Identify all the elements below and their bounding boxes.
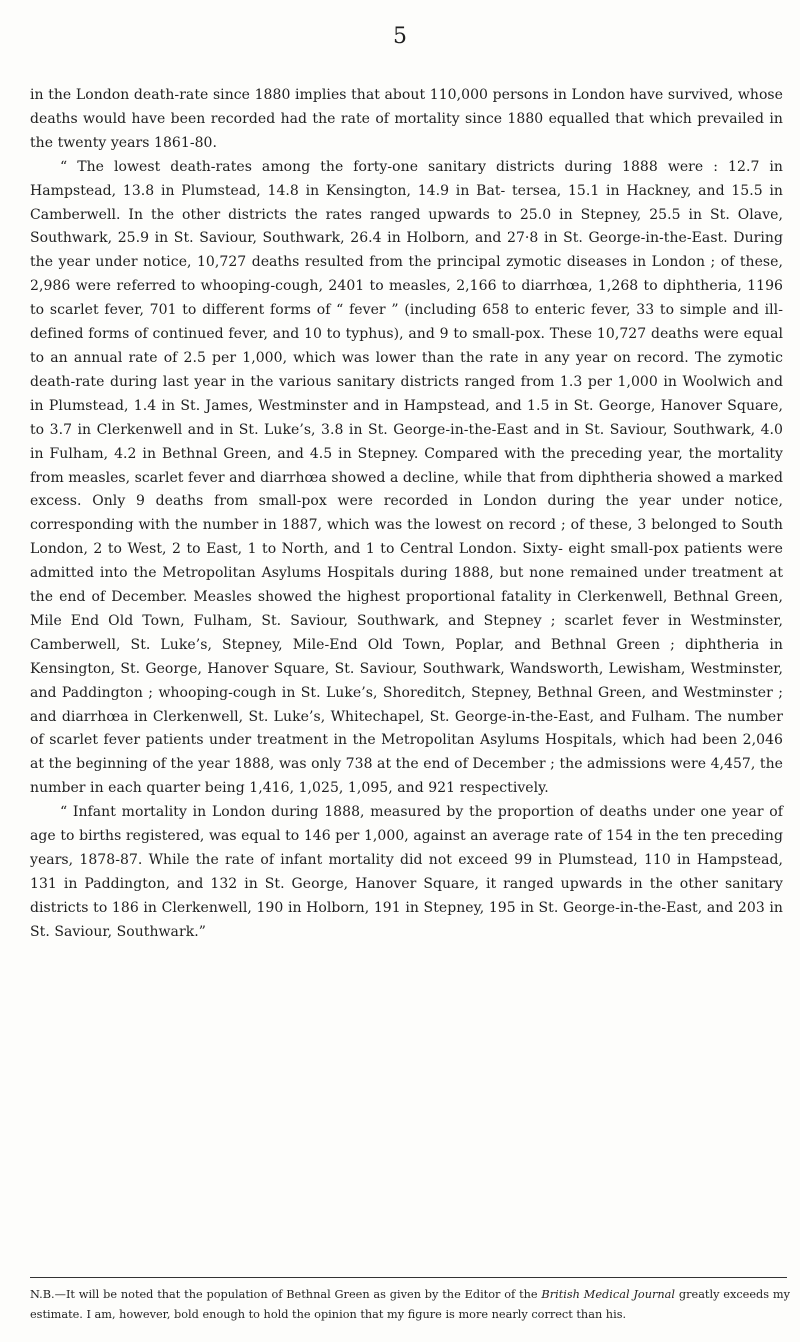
footnote-text	[30, 1285, 790, 1324]
body-text	[30, 84, 783, 945]
footnote-text-before: N.B.—It will be noted that the population of Bethnal Green as given by the Editor of the	[30, 1288, 538, 1301]
footnote-journal-title: British Medical Journal	[541, 1288, 676, 1301]
footnote-text-after: greatly exceeds my estimate. I am, however, bold enough to hold the opinion that my figure is more nearly correct than his.	[30, 1288, 791, 1321]
page-number: 5	[393, 24, 407, 49]
paragraph-infant-mortality-quote: “ Infant mortality in London during 1888, measured by the proportion of deaths under one year of age to births registered, was equal to 146 per 1,000, against an average rate of 154 in the ten preceding years, 1878-87. While the rate of infant mortality did not exceed 99 in Plumstead, 110 in Hampstead, 131 in Paddington, and 132 in St. George, Hanover Square, it ranged upwards in the other sanitary districts to 186 in Clerkenwell, 190 in Holborn, 191 in Stepney, 195 in St. George-in-the-East, and 203 in St. Saviour, Southwark.”	[30, 804, 783, 940]
paragraph-death-rate-survival: in the London death-rate since 1880 implies that about 110,000 persons in London have survived, whose deaths would have been recorded had the rate of mortality since 1880 equalled that which prevailed in the twenty years 1861-80.	[30, 87, 783, 151]
paragraph-zymotic-diseases-quote: “ The lowest death-rates among the forty-one sanitary districts during 1888 were : 12.7 in Hampstead, 13.8 in Plumstead, 14.8 in Kensington, 14.9 in Bat- tersea, 15.1 in Hackney, and 15.5 in Camberwell. In the other districts the rates ranged upwards to 25.0 in Stepney, 25.5 in St. Olave, Southwark, 25.9 in St. Saviour, Southwark, 26.4 in Holborn, and 27·8 in St. George-in-the-East. During the year under notice, 10,727 deaths resulted from the principal zymotic diseases in London ; of these, 2,986 were referred to whooping-cough, 2401 to measles, 2,166 to diarrhœa, 1,268 to diphtheria, 1196 to scarlet fever, 701 to different forms of “ fever ” (including 658 to enteric fever, 33 to simple and ill- defined forms of continued fever, and 10 to typhus), and 9 to small-pox. These 10,727 deaths were equal to an annual rate of 2.5 per 1,000, which was lower than the rate in any year on record. The zymotic death-rate during last year in the various sanitary districts ranged from 1.3 per 1,000 in Woolwich and in Plumstead, 1.4 in St. James, Westminster and in Hampstead, and 1.5 in St. George, Hanover Square, to 3.7 in Clerkenwell and in St. Luke’s, 3.8 in St. George-in-the-East and in St. Saviour, Southwark, 4.0 in Fulham, 4.2 in Bethnal Green, and 4.5 in Stepney. Compared with the preceding year, the mortality from measles, scarlet fever and diarrhœa showed a decline, while that from diphtheria showed a marked excess. Only 9 deaths from small-pox were recorded in London during the year under notice, corresponding with the number in 1887, which was the lowest on record ; of these, 3 belonged to South London, 2 to West, 2 to East, 1 to North, and 1 to Central London. Sixty- eight small-pox patients were admitted into the Metropolitan Asylums Hospitals during 1888, but none remained under treatment at the end of December. Measles showed the highest proportional fatality in Clerkenwell, Bethnal Green, Mile End Old Town, Fulham, St. Saviour, Southwark, and Stepney ; scarlet fever in Westminster, Camberwell, St. Luke’s, Stepney, Mile-End Old Town, Poplar, and Bethnal Green ; diphtheria in Kensington, St. George, Hanover Square, St. Saviour, Southwark, Wandsworth, Lewisham, Westminster, and Paddington ; whooping-cough in St. Luke’s, Shoreditch, Stepney, Bethnal Green, and Westminster ; and diarrhœa in Clerkenwell, St. Luke’s, Whitechapel, St. George-in-the-East, and Fulham. The number of scarlet fever patients under treatment in the Metropolitan Asylums Hospitals, which had been 2,046 at the beginning of the year 1888, was only 738 at the end of December ; the admissions were 4,457, the number in each quarter being 1,416, 1,025, 1,095, and 921 respectively.	[30, 158, 783, 797]
footnote-divider	[30, 1277, 787, 1278]
footnote	[30, 1285, 790, 1324]
